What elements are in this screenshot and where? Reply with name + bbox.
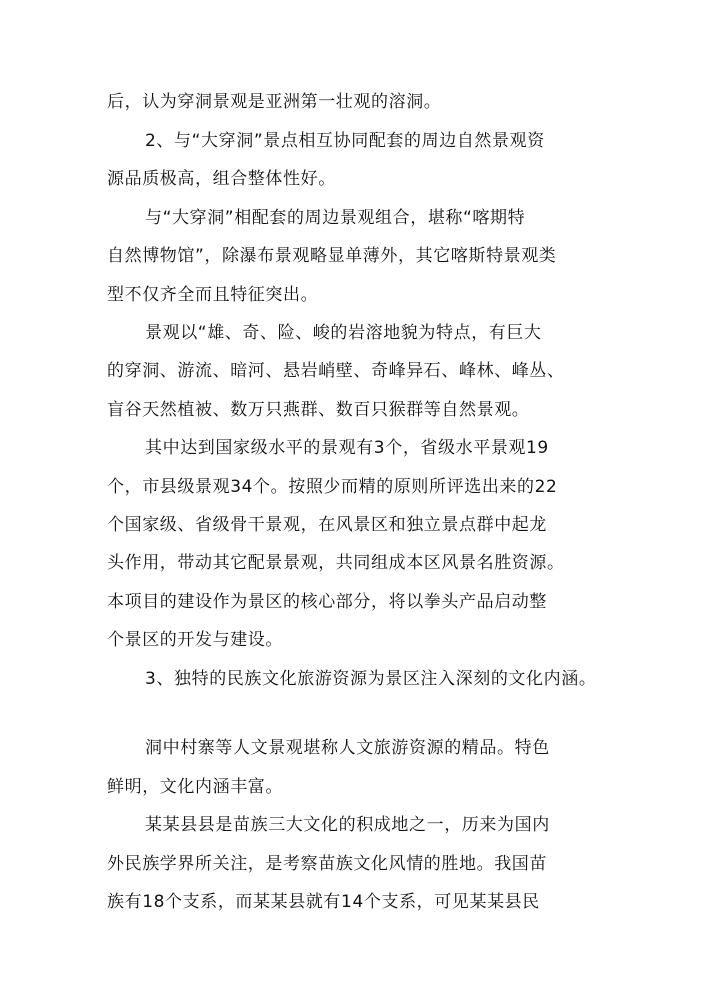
text-line: 与“大穿洞”相配套的周边景观组合，堪称“喀期特 [145,208,526,228]
text-line: 的穿洞、游流、暗河、悬岩峭壁、奇峰异石、峰林、峰丛、 [107,361,565,381]
text-line: 3、独特的民族文化旅游资源为景区注入深刻的文化内涵。 [145,669,597,689]
text-line: 景观以“雄、奇、险、峻的岩溶地貌为特点，有巨大 [145,323,542,343]
text-line: 洞中村寨等人文景观堪称人文旅游资源的精品。特色 [145,738,550,758]
text-line: 2、与“大穿洞”景点相互协同配套的周边自然景观资 [145,131,545,151]
text-line: 自然博物馆”，除瀑布景观略显单薄外，其它喀斯特景观类 [107,246,557,266]
text-line: 型不仅齐全而且特征突出。 [107,285,319,305]
text-line: 后，认为穿洞景观是亚洲第一壮观的溶洞。 [107,92,442,112]
text-line: 盲谷天然植被、数万只燕群、数百只猴群等自然景观。 [107,400,530,420]
text-line: 本项目的建设作为景区的核心部分，将以拳头产品启动整 [107,592,547,612]
text-line: 某某县县是苗族三大文化的积成地之一，历来为国内 [145,815,550,835]
text-line: 族有18个支系，而某某县就有14个支系，可见某某县民 [107,892,540,912]
text-line: 鲜明，文化内涵丰富。 [107,777,283,797]
text-line: 头作用，带动其它配景景观，共同组成本区风景名胜资源。 [107,553,565,573]
text-line: 个，市县级景观34个。按照少而精的原则所评选出来的22 [107,477,558,497]
text-line: 外民族学界所关注，是考察苗族文化风情的胜地。我国苗 [107,854,547,874]
text-line: 个国家级、省级骨干景观，在风景区和独立景点群中起龙 [107,515,547,535]
text-line: 个景区的开发与建设。 [107,630,283,650]
text-line: 其中达到国家级水平的景观有3个，省级水平景观19 [145,438,549,458]
text-line: 源品质极高，组合整体性好。 [107,169,336,189]
